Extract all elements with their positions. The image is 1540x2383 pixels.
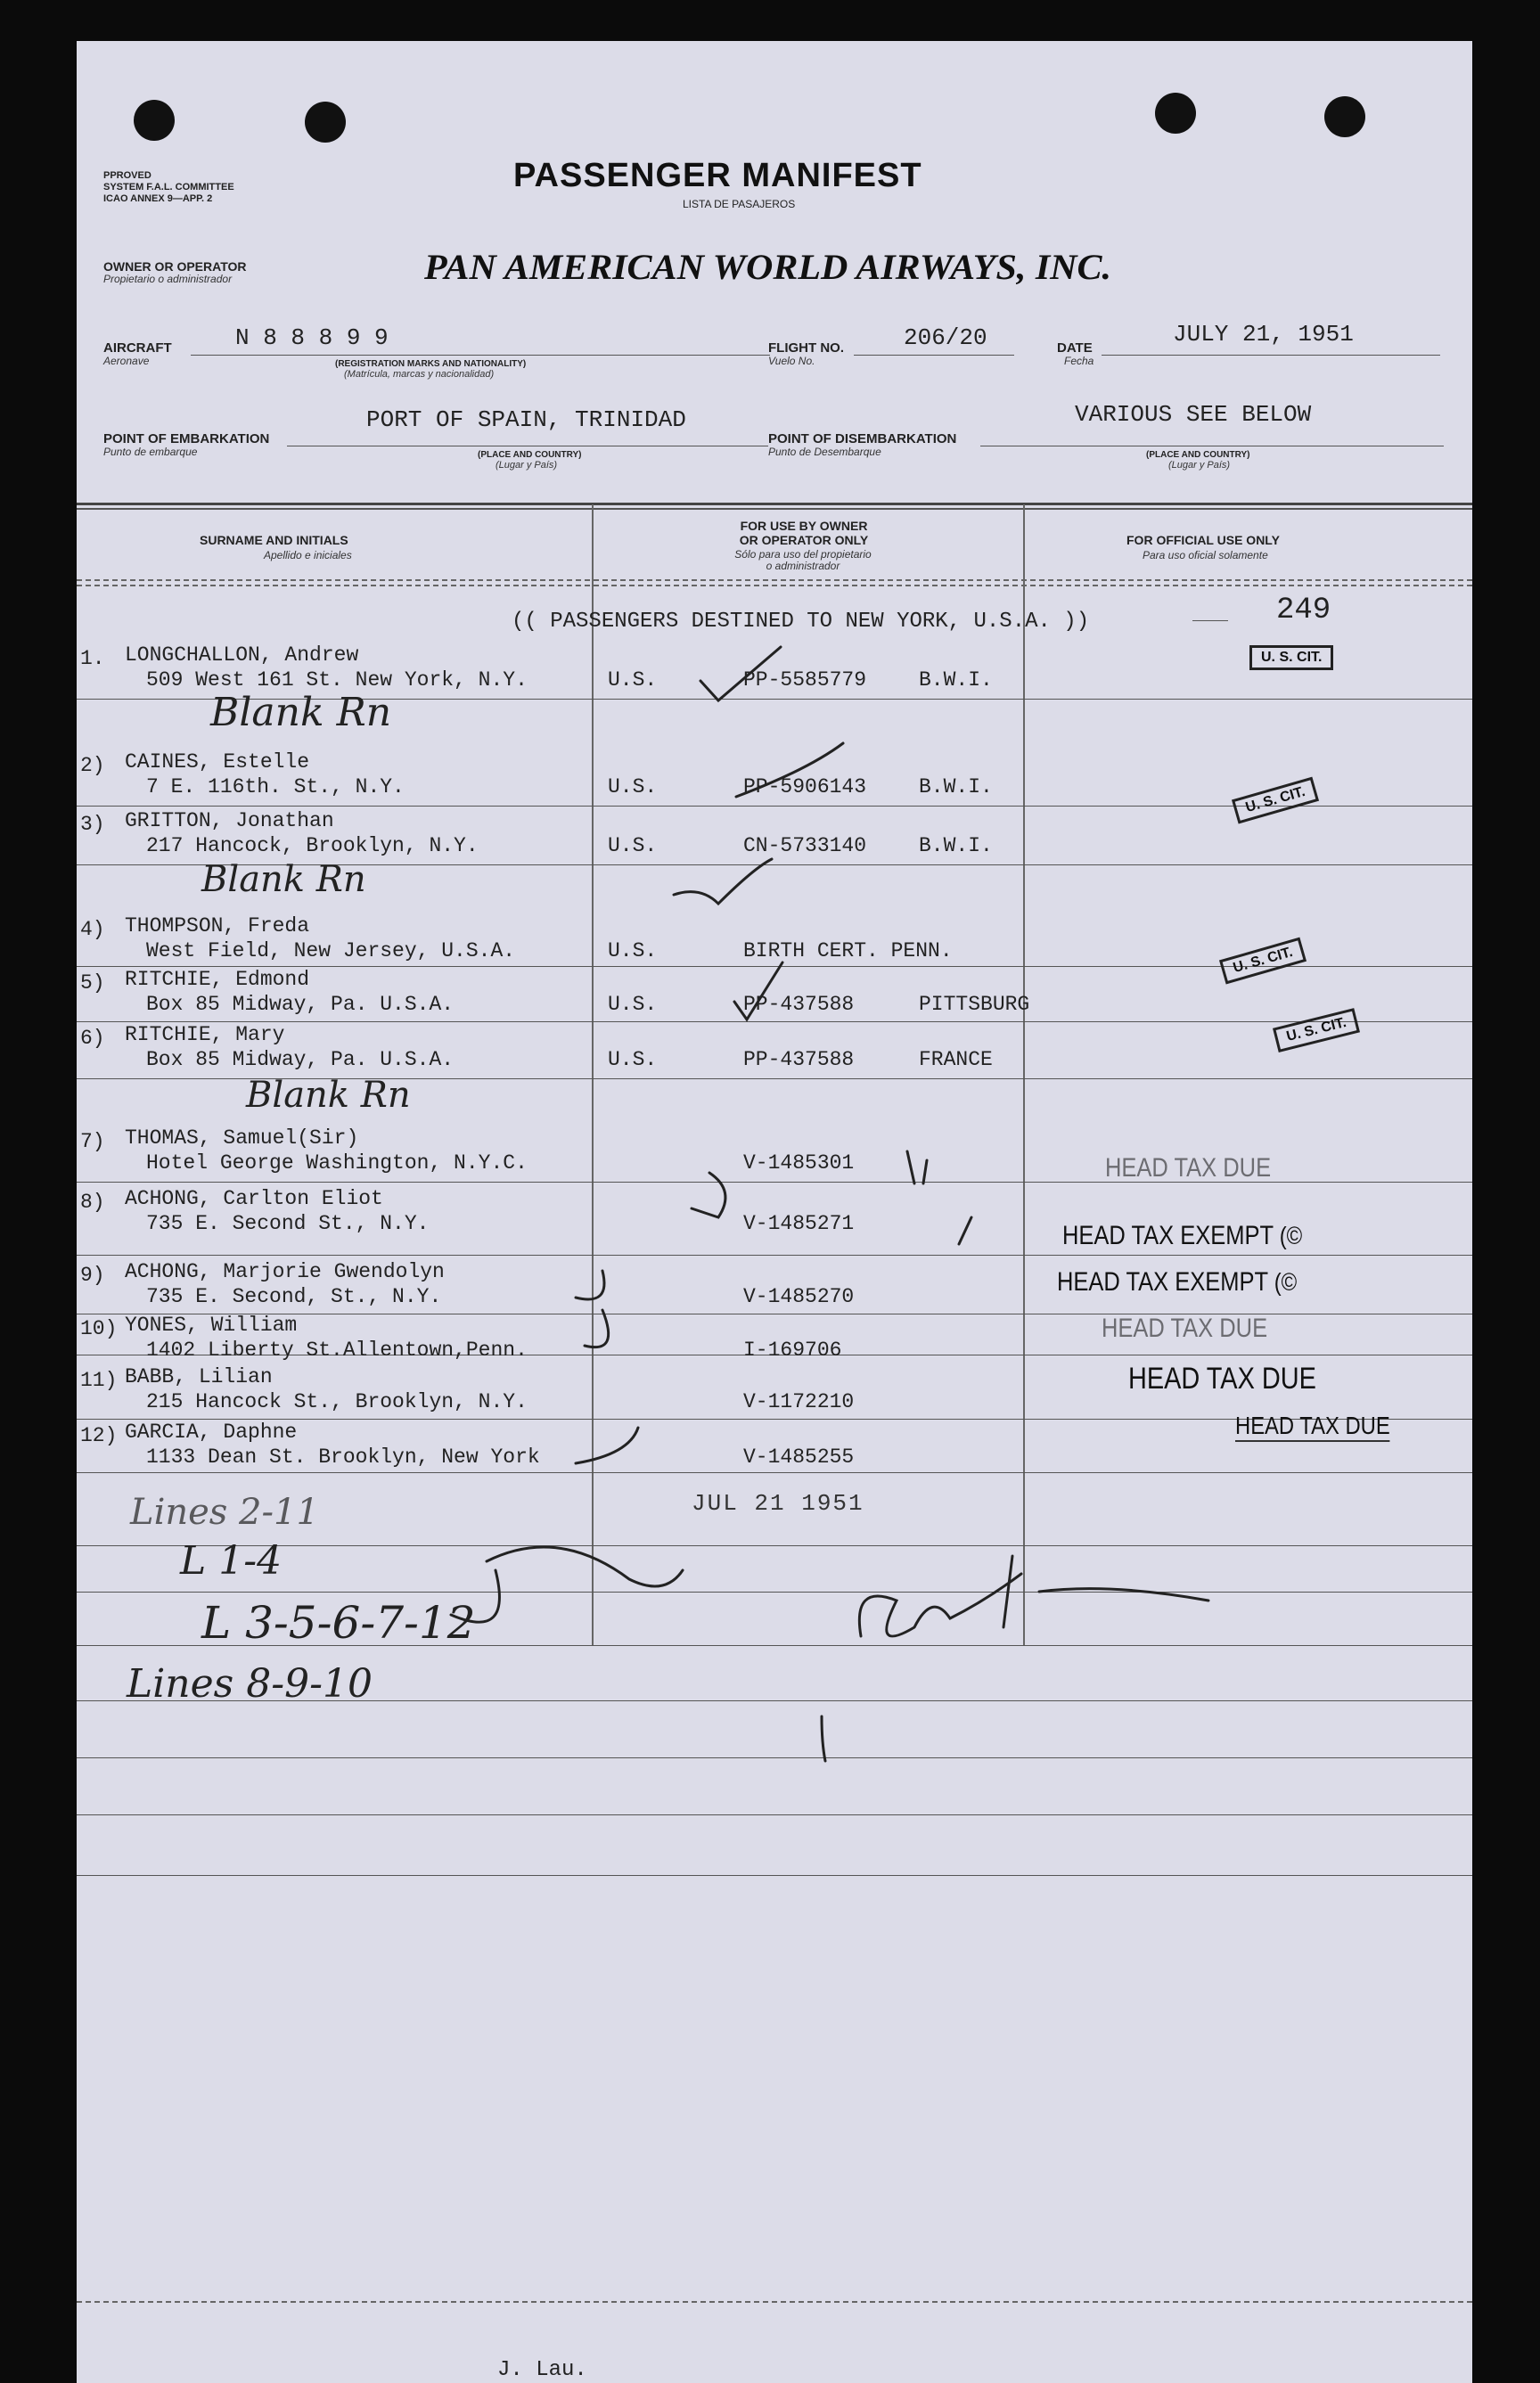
disembark-sub: (PLACE AND COUNTRY) (1146, 450, 1250, 460)
passenger-document: PP-5585779 (743, 668, 867, 692)
flight-label: FLIGHT NO. (768, 340, 844, 356)
embark-sub-es: (Lugar y País) (496, 460, 558, 471)
passenger-document: V-1485270 (743, 1285, 855, 1308)
passenger-name: ACHONG, Marjorie Gwendolyn (125, 1260, 445, 1283)
col-header-operator-es: Sólo para uso del propietario o administrador (734, 548, 872, 572)
flight-value: 206/20 (904, 324, 987, 351)
passenger-nationality: U.S. (608, 775, 658, 798)
passenger-address: Box 85 Midway, Pa. U.S.A. (146, 1048, 455, 1071)
passenger-number: 12) (80, 1424, 118, 1447)
date-label: DATE (1057, 340, 1093, 356)
passenger-nationality: U.S. (608, 834, 658, 857)
handwritten-blank: Blank Rn (246, 1075, 411, 1116)
col-header-operator: FOR USE BY OWNER OR OPERATOR ONLY (739, 519, 869, 547)
destination-note: (( PASSENGERS DESTINED TO NEW YORK, U.S.A. )) (512, 610, 1090, 634)
owner-label-es: Propietario o administrador (103, 273, 233, 285)
embark-sub: (PLACE AND COUNTRY) (478, 450, 582, 460)
passenger-name: YONES, William (125, 1314, 298, 1337)
manifest-page (77, 41, 1472, 2383)
handwritten-note: Lines 8-9-10 (127, 1661, 373, 1707)
handwritten-blank: Blank Rn (201, 859, 366, 900)
disembark-sub-es: (Lugar y País) (1168, 460, 1231, 471)
aircraft-sub-es: (Matrícula, marcas y nacionalidad) (344, 369, 495, 380)
us-citizen-stamp: U. S. CIT. (1273, 1008, 1360, 1052)
passenger-nationality: U.S. (608, 1048, 658, 1071)
head-tax-due-stamp: HEAD TAX DUE (1105, 1153, 1272, 1183)
handwriting-marks (77, 41, 1472, 2383)
passenger-document: PP-437588 (743, 993, 855, 1016)
approval-note: PPROVED SYSTEM F.A.L. COMMITTEE ICAO ANNEX 9—APP. 2 (103, 170, 234, 204)
passenger-number: 9) (80, 1264, 105, 1287)
passenger-number: 5) (80, 971, 105, 995)
owner-label: OWNER OR OPERATOR (103, 259, 247, 274)
passenger-origin: FRANCE (919, 1048, 993, 1071)
passenger-name: GARCIA, Daphne (125, 1421, 298, 1444)
us-citizen-stamp: U. S. CIT. (1219, 938, 1307, 985)
passenger-number: 8) (80, 1191, 105, 1214)
passenger-number: 3) (80, 813, 105, 836)
head-tax-exempt-stamp: HEAD TAX EXEMPT (© (1062, 1221, 1303, 1250)
embark-label: POINT OF EMBARKATION (103, 431, 270, 446)
aircraft-sub: (REGISTRATION MARKS AND NATIONALITY) (335, 359, 527, 369)
head-tax-due-stamp: HEAD TAX DUE (1128, 1362, 1316, 1396)
passenger-address: 1402 Liberty St.Allentown,Penn. (146, 1339, 528, 1362)
passenger-name: LONGCHALLON, Andrew (125, 643, 359, 667)
passenger-address: Box 85 Midway, Pa. U.S.A. (146, 993, 455, 1016)
aircraft-label-es: Aeronave (103, 355, 150, 367)
disembark-label: POINT OF DISEMBARKATION (768, 431, 957, 446)
passenger-number: 1. (80, 647, 105, 670)
passenger-document: V-1485271 (743, 1212, 855, 1235)
embark-value: PORT OF SPAIN, TRINIDAD (366, 406, 686, 433)
passenger-nationality: U.S. (608, 939, 658, 962)
passenger-name: ACHONG, Carlton Eliot (125, 1187, 383, 1210)
head-tax-due-stamp: HEAD TAX DUE (1102, 1314, 1268, 1343)
passenger-number: 10) (80, 1317, 118, 1340)
passenger-address: 1133 Dean St. Brooklyn, New York (146, 1445, 540, 1469)
passenger-origin: B.W.I. (919, 775, 993, 798)
passenger-address: 509 West 161 St. New York, N.Y. (146, 668, 528, 692)
passenger-number: 11) (80, 1369, 118, 1392)
passenger-document: V-1485301 (743, 1151, 855, 1175)
passenger-number: 7) (80, 1130, 105, 1153)
passenger-name: CAINES, Estelle (125, 750, 310, 774)
page-number: 249 (1276, 594, 1331, 627)
col-header-surname: SURNAME AND INITIALS (200, 533, 348, 547)
passenger-name: RITCHIE, Edmond (125, 968, 310, 991)
head-tax-exempt-stamp: HEAD TAX EXEMPT (© (1057, 1267, 1298, 1297)
passenger-origin: B.W.I. (919, 834, 993, 857)
passenger-address: 735 E. Second, St., N.Y. (146, 1285, 442, 1308)
passenger-number: 2) (80, 754, 105, 777)
date-label-es: Fecha (1064, 355, 1094, 367)
passenger-address: West Field, New Jersey, U.S.A. (146, 939, 516, 962)
flight-label-es: Vuelo No. (768, 355, 815, 367)
page-title: PASSENGER MANIFEST (513, 157, 922, 194)
col-header-surname-es: Apellido e iniciales (264, 549, 352, 561)
handwritten-note: L 1-4 (180, 1538, 283, 1584)
passenger-document: V-1485255 (743, 1445, 855, 1469)
head-tax-due-stamp: HEAD TAX DUE (1235, 1412, 1390, 1442)
date-value: JULY 21, 1951 (1173, 321, 1354, 348)
handwritten-blank: Blank Rn (210, 690, 392, 735)
passenger-origin: B.W.I. (919, 668, 993, 692)
col-header-official-es: Para uso oficial solamente (1143, 549, 1268, 561)
passenger-name: RITCHIE, Mary (125, 1023, 285, 1046)
passenger-origin: PITTSBURG (919, 993, 1030, 1016)
disembark-value: VARIOUS SEE BELOW (1075, 401, 1312, 428)
us-citizen-stamp: U. S. CIT. (1232, 777, 1320, 824)
us-citizen-stamp: U. S. CIT. (1249, 645, 1333, 670)
col-header-official: FOR OFFICIAL USE ONLY (1126, 533, 1280, 547)
passenger-document: I-169706 (743, 1339, 842, 1362)
passenger-name: GRITTON, Jonathan (125, 809, 334, 832)
aircraft-value: N 8 8 8 9 9 (235, 324, 389, 351)
passenger-name: THOMPSON, Freda (125, 914, 310, 938)
passenger-number: 6) (80, 1027, 105, 1050)
passenger-document: PP-437588 (743, 1048, 855, 1071)
passenger-address: 215 Hancock St., Brooklyn, N.Y. (146, 1390, 528, 1413)
passenger-name: THOMAS, Samuel(Sir) (125, 1126, 359, 1150)
page-title-es: LISTA DE PASAJEROS (683, 198, 796, 210)
passenger-nationality: U.S. (608, 668, 658, 692)
passenger-address: 217 Hancock, Brooklyn, N.Y. (146, 834, 479, 857)
passenger-name: BABB, Lilian (125, 1365, 273, 1388)
passenger-document: PP-5906143 (743, 775, 867, 798)
disembark-label-es: Punto de Desembarque (768, 446, 881, 458)
passenger-address: 735 E. Second St., N.Y. (146, 1212, 430, 1235)
passenger-address: 7 E. 116th. St., N.Y. (146, 775, 405, 798)
date-stamp: JUL 21 1951 (692, 1490, 864, 1517)
handwritten-note: Lines 2-11 (130, 1492, 319, 1533)
prepared-by: J. Lau. (497, 2358, 587, 2382)
passenger-document: V-1172210 (743, 1390, 855, 1413)
passenger-document: CN-5733140 (743, 834, 867, 857)
passenger-document: BIRTH CERT. PENN. (743, 939, 953, 962)
passenger-address: Hotel George Washington, N.Y.C. (146, 1151, 528, 1175)
passenger-nationality: U.S. (608, 993, 658, 1016)
owner-value: PAN AMERICAN WORLD AIRWAYS, INC. (424, 247, 1112, 287)
passenger-number: 4) (80, 918, 105, 941)
embark-label-es: Punto de embarque (103, 446, 198, 458)
aircraft-label: AIRCRAFT (103, 340, 172, 356)
handwritten-note: L 3-5-6-7-12 (201, 1597, 476, 1649)
